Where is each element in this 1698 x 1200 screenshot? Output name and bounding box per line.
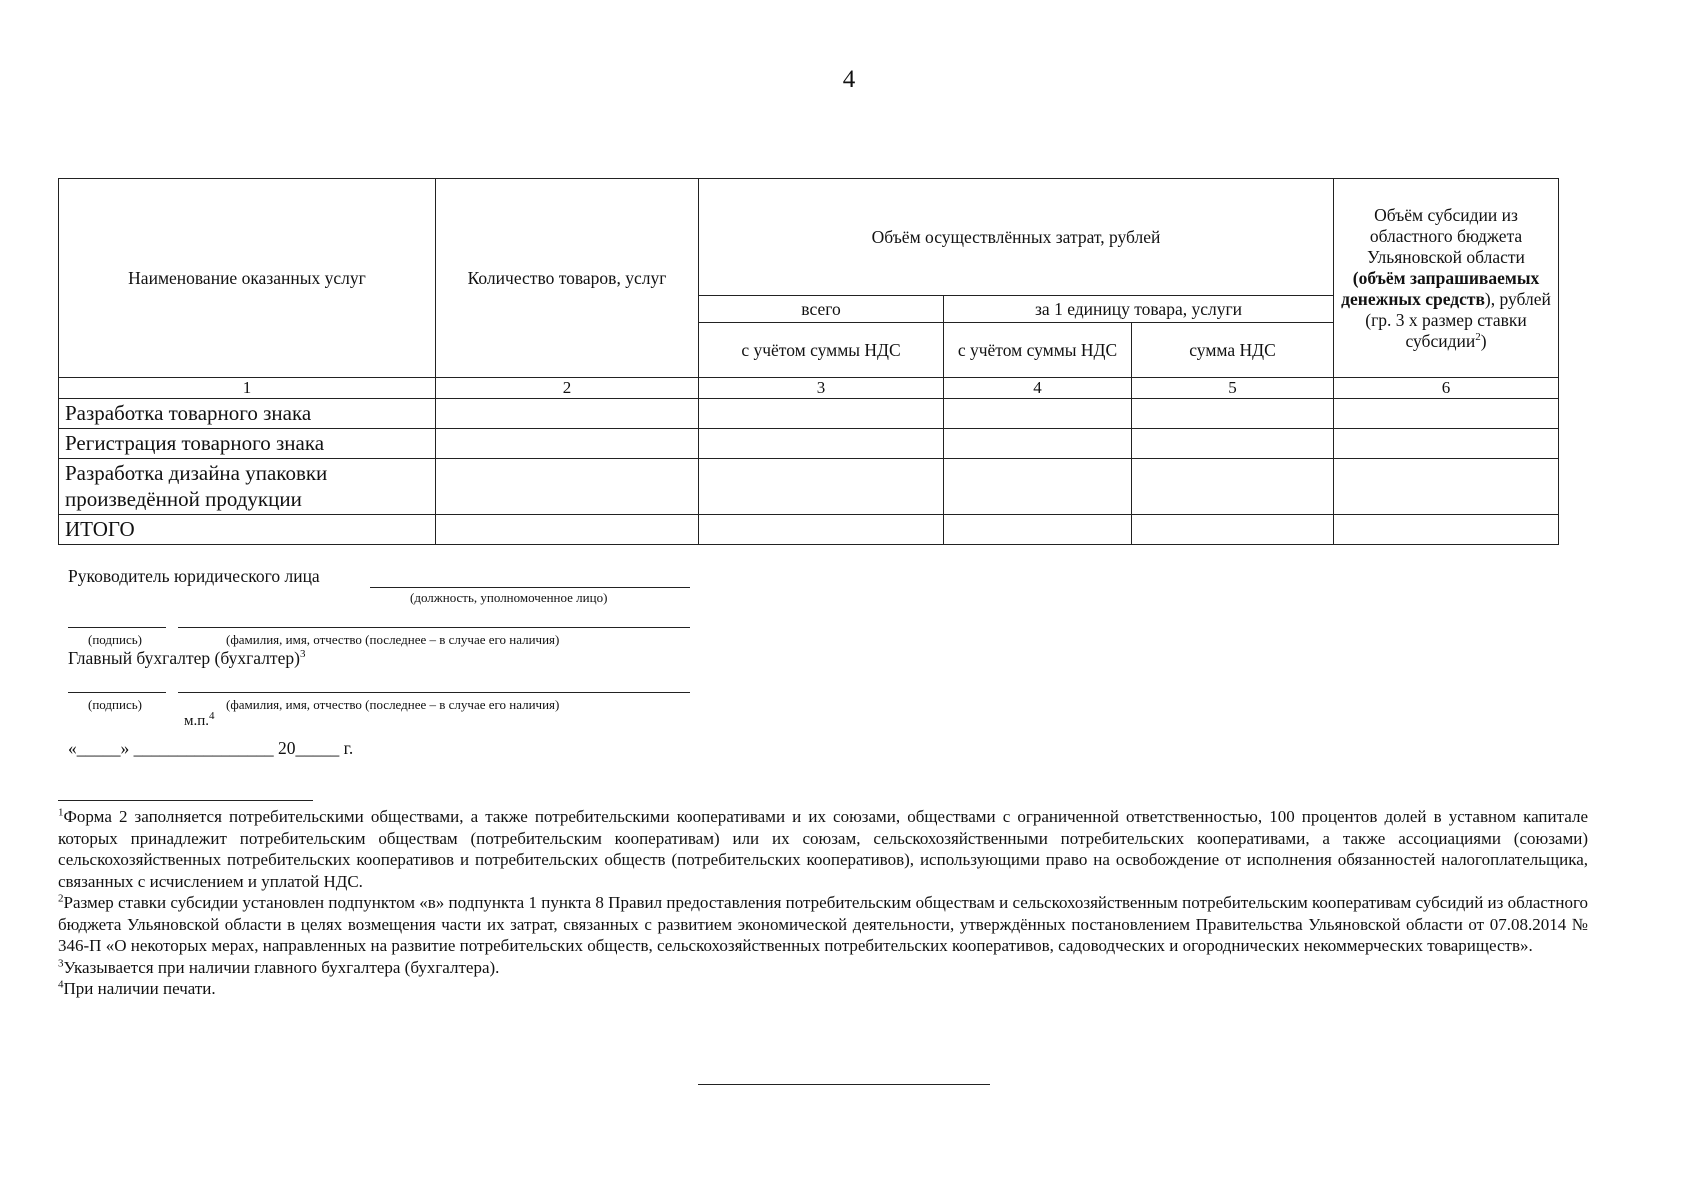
head-signature-line bbox=[68, 627, 166, 628]
footnote bbox=[58, 892, 1588, 957]
footnote-mark: 3 bbox=[58, 956, 64, 969]
table-cell bbox=[1334, 399, 1559, 429]
footnote-separator bbox=[58, 800, 313, 801]
header-unit-vat: сумма НДС bbox=[1132, 323, 1334, 378]
table-cell bbox=[436, 429, 699, 459]
footnotes bbox=[58, 806, 1588, 1000]
header-subsidy bbox=[1334, 179, 1559, 378]
row-label-total: ИТОГО bbox=[59, 514, 436, 544]
accountant-fio-line bbox=[178, 692, 690, 693]
subsidy-text-1: Объём субсидии из областного бюджета Ульяновской области bbox=[1367, 204, 1525, 267]
table-cell bbox=[1334, 459, 1559, 514]
column-number: 6 bbox=[1334, 378, 1559, 399]
footnote bbox=[58, 957, 1588, 979]
accountant-sign-caption: (подпись) bbox=[88, 697, 142, 712]
header-total-with-vat: с учётом суммы НДС bbox=[699, 323, 944, 378]
table-cell bbox=[944, 399, 1132, 429]
table-cell bbox=[1132, 514, 1334, 544]
footnote-text: Указывается при наличии главного бухгалтера (бухгалтера). bbox=[63, 957, 500, 977]
footnote-mark: 4 bbox=[58, 978, 64, 991]
head-sign-caption: (подпись) bbox=[88, 632, 142, 647]
footnote bbox=[58, 806, 1588, 892]
footnote-text: Размер ставки субсидии установлен подпунктом «в» подпункта 1 пункта 8 Правил предоставления потребительским обществам и сельскохозяйственным потребительским кооперативам субсидий из областного бюджета Ульяновской области в целях возмещения части их затрат, связанных с развитием экономической деятельности, утверждённых постановлением Правительства Ульяновской области от 07.08.2014 № 346-П «О некоторых мерах, направленных на развитие потребительских обществ, сельскохозяйственных потребительских кооперативов, садоводческих и огороднических некоммерческих товариществ». bbox=[58, 893, 1588, 955]
table-cell bbox=[436, 399, 699, 429]
accountant-footnote-mark: 3 bbox=[299, 648, 306, 661]
column-number: 4 bbox=[944, 378, 1132, 399]
table-row bbox=[59, 399, 1559, 429]
footnote-text: При наличии печати. bbox=[63, 979, 216, 998]
footnote-mark: 1 bbox=[58, 806, 64, 819]
table-cell bbox=[699, 459, 944, 514]
column-number: 3 bbox=[699, 378, 944, 399]
header-costs: Объём осуществлённых затрат, рублей bbox=[699, 179, 1334, 296]
page-number: 4 bbox=[842, 66, 856, 93]
header-name: Наименование оказанных услуг bbox=[59, 179, 436, 378]
footnote-mark: 2 bbox=[58, 892, 64, 905]
subsidy-text-2: ), рублей (гр. 3 х размер ставки субсидии bbox=[1365, 288, 1551, 351]
row-label: Регистрация товарного знака bbox=[59, 429, 436, 459]
table-cell bbox=[1132, 459, 1334, 514]
table-cell bbox=[1334, 514, 1559, 544]
accountant-fio-caption: (фамилия, имя, отчество (последнее – в случае его наличия) bbox=[226, 697, 560, 712]
table-cell bbox=[699, 429, 944, 459]
column-number: 5 bbox=[1132, 378, 1334, 399]
subsidy-footnote-mark: 2 bbox=[1475, 330, 1481, 343]
row-label: Разработка товарного знака bbox=[59, 399, 436, 429]
accountant-signature-line bbox=[68, 692, 166, 693]
stamp-place bbox=[184, 710, 215, 730]
table-cell bbox=[1334, 429, 1559, 459]
header-unit-with-vat: с учётом суммы НДС bbox=[944, 323, 1132, 378]
stamp-text: м.п. bbox=[184, 713, 210, 729]
table-row bbox=[59, 429, 1559, 459]
head-caption: (должность, уполномоченное лицо) bbox=[410, 590, 608, 605]
table-cell bbox=[436, 514, 699, 544]
head-fio-caption: (фамилия, имя, отчество (последнее – в случае его наличия) bbox=[226, 632, 560, 647]
subsidy-text-bold: (объём запрашиваемых денежных средств bbox=[1341, 267, 1540, 309]
table-cell bbox=[944, 459, 1132, 514]
date-line: «_____» ________________ 20_____ г. bbox=[68, 738, 354, 758]
table-cell bbox=[1132, 399, 1334, 429]
table-row bbox=[59, 459, 1559, 514]
table-row-total bbox=[59, 514, 1559, 544]
table-cell bbox=[436, 459, 699, 514]
header-per-unit: за 1 единицу товара, услуги bbox=[944, 296, 1334, 323]
header-total: всего bbox=[699, 296, 944, 323]
head-fio-line bbox=[178, 627, 690, 628]
stamp-footnote-mark: 4 bbox=[209, 710, 215, 722]
header-quantity: Количество товаров, услуг bbox=[436, 179, 699, 378]
table-cell bbox=[699, 399, 944, 429]
table-cell bbox=[1132, 429, 1334, 459]
head-label: Руководитель юридического лица bbox=[68, 566, 320, 586]
row-label: Разработка дизайна упаковки произведённой продукции bbox=[59, 459, 436, 514]
table-cell bbox=[944, 429, 1132, 459]
footnote bbox=[58, 978, 1588, 1000]
subsidy-text-3: ) bbox=[1480, 330, 1487, 351]
column-number: 2 bbox=[436, 378, 699, 399]
accountant-label-text: Главный бухгалтер (бухгалтер) bbox=[68, 648, 300, 668]
head-position-line bbox=[370, 587, 690, 588]
table-cell bbox=[699, 514, 944, 544]
end-separator bbox=[698, 1084, 990, 1085]
footnote-text: Форма 2 заполняется потребительскими обществами, а также потребительскими кооперативами и их союзами, обществами с ограниченной ответственностью, 100 процентов долей в уставном капитале которых принадлежит потребительским обществам (потребительским кооперативам) или их союзам, сельскохозяйственными потребительских кооперативами, а также ассоциациями (союзами) сельскохозяйственных потребительских кооперативов и потребительских обществ (потребительских кооперативов), использующими право на освобождение от исполнения обязанностей налогоплательщика, связанных с исчислением и уплатой НДС. bbox=[58, 807, 1588, 891]
costs-table bbox=[58, 178, 1559, 545]
accountant-label bbox=[68, 648, 305, 669]
column-number: 1 bbox=[59, 378, 436, 399]
table-cell bbox=[944, 514, 1132, 544]
